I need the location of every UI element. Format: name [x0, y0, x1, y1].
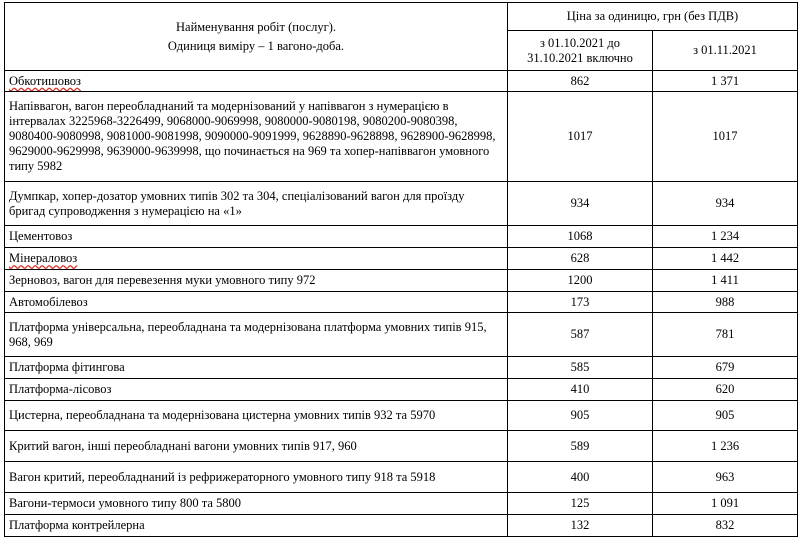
- row-name: [5, 71, 508, 92]
- table-row: [5, 92, 798, 182]
- table-row: [5, 379, 798, 401]
- row-price-period2: 1017: [653, 92, 798, 182]
- row-price-period1: 125: [508, 493, 653, 515]
- row-name: [5, 248, 508, 270]
- row-price-period1: 400: [508, 462, 653, 493]
- row-name: Вагони-термоси умовного типу 800 та 5800: [5, 493, 508, 515]
- row-name-text: Обкотишовоз: [9, 73, 81, 88]
- row-name: Платформа фітингова: [5, 357, 508, 379]
- row-price-period1: 173: [508, 292, 653, 313]
- row-name: Думпкар, хопер-дозатор умовних типів 302 та 304, спеціалізований вагон для проїзду бригад супроводження з нумерацією на «1»: [5, 182, 508, 226]
- row-name: Зерновоз, вагон для перевезення муки умовного типу 972: [5, 270, 508, 292]
- row-price-period2: 679: [653, 357, 798, 379]
- row-price-period1: 934: [508, 182, 653, 226]
- row-name: Вагон критий, переобладнаний із рефрижераторного умовного типу 918 та 5918: [5, 462, 508, 493]
- row-price-period1: 1200: [508, 270, 653, 292]
- table-row: [5, 357, 798, 379]
- row-name: Автомобілевоз: [5, 292, 508, 313]
- column-header-name-line1: Найменування робіт (послуг).: [176, 19, 336, 34]
- column-header-name-line2: Одиниця виміру – 1 вагоно-доба.: [167, 38, 345, 53]
- table-row: [5, 248, 798, 270]
- row-price-period1: 862: [508, 71, 653, 92]
- column-header-period1: [508, 31, 653, 71]
- row-price-period2: 832: [653, 515, 798, 537]
- table-row: [5, 226, 798, 248]
- row-price-period1: 628: [508, 248, 653, 270]
- table-row: [5, 462, 798, 493]
- table-row: [5, 313, 798, 357]
- row-price-period2: 1 442: [653, 248, 798, 270]
- row-price-period2: 905: [653, 401, 798, 431]
- row-price-period2: 1 371: [653, 71, 798, 92]
- row-price-period2: 1 234: [653, 226, 798, 248]
- row-price-period2: 963: [653, 462, 798, 493]
- row-name: Цистерна, переобладнана та модернізована цистерна умовних типів 932 та 5970: [5, 401, 508, 431]
- row-price-period1: 132: [508, 515, 653, 537]
- row-name: Платформа-лісовоз: [5, 379, 508, 401]
- column-header-name: [5, 3, 508, 71]
- row-price-period1: 585: [508, 357, 653, 379]
- row-price-period2: 620: [653, 379, 798, 401]
- row-name: Платформа універсальна, переобладнана та модернізована платформа умовних типів 915, 968, 969: [5, 313, 508, 357]
- row-price-period2: 934: [653, 182, 798, 226]
- table-row: [5, 493, 798, 515]
- column-header-period2: з 01.11.2021: [653, 31, 798, 71]
- row-name: Напіввагон, вагон переобладнаний та модернізований у напіввагон з нумерацією в інтервалах 3225968-3226499, 9068000-9069998, 9080000-9080198, 9080200-9080398, 9080400-9080998, 9081000-9081998, 9090000-9091999, 9628890-9628898, 9628900-9628998, 9629000-9629998, 9639000-9639998, що починається на 969 та хопер-напіввагон умовного типу 5982: [5, 92, 508, 182]
- column-header-period1-line1: з 01.10.2021 до: [539, 35, 621, 50]
- row-price-period1: 1068: [508, 226, 653, 248]
- price-table: [4, 2, 798, 537]
- table-row: [5, 515, 798, 537]
- row-name: Платформа контрейлерна: [5, 515, 508, 537]
- row-price-period2: 1 236: [653, 431, 798, 462]
- table-row: [5, 292, 798, 313]
- row-price-period1: 905: [508, 401, 653, 431]
- table-row: [5, 431, 798, 462]
- table-row: [5, 71, 798, 92]
- row-price-period2: 1 091: [653, 493, 798, 515]
- row-price-period1: 1017: [508, 92, 653, 182]
- table-row: [5, 182, 798, 226]
- row-price-period2: 988: [653, 292, 798, 313]
- row-price-period2: 1 411: [653, 270, 798, 292]
- row-price-period2: 781: [653, 313, 798, 357]
- table-row: [5, 270, 798, 292]
- row-name-text: Мінераловоз: [9, 251, 78, 265]
- column-header-period1-line2: 31.10.2021 включно: [527, 50, 633, 65]
- table-row: [5, 401, 798, 431]
- row-name: Цементовоз: [5, 226, 508, 248]
- row-price-period1: 587: [508, 313, 653, 357]
- row-name: Критий вагон, інші переобладнані вагони умовних типів 917, 960: [5, 431, 508, 462]
- row-price-period1: 589: [508, 431, 653, 462]
- column-header-price: Ціна за одиницю, грн (без ПДВ): [508, 3, 798, 31]
- row-price-period1: 410: [508, 379, 653, 401]
- header-row-1: [5, 3, 798, 31]
